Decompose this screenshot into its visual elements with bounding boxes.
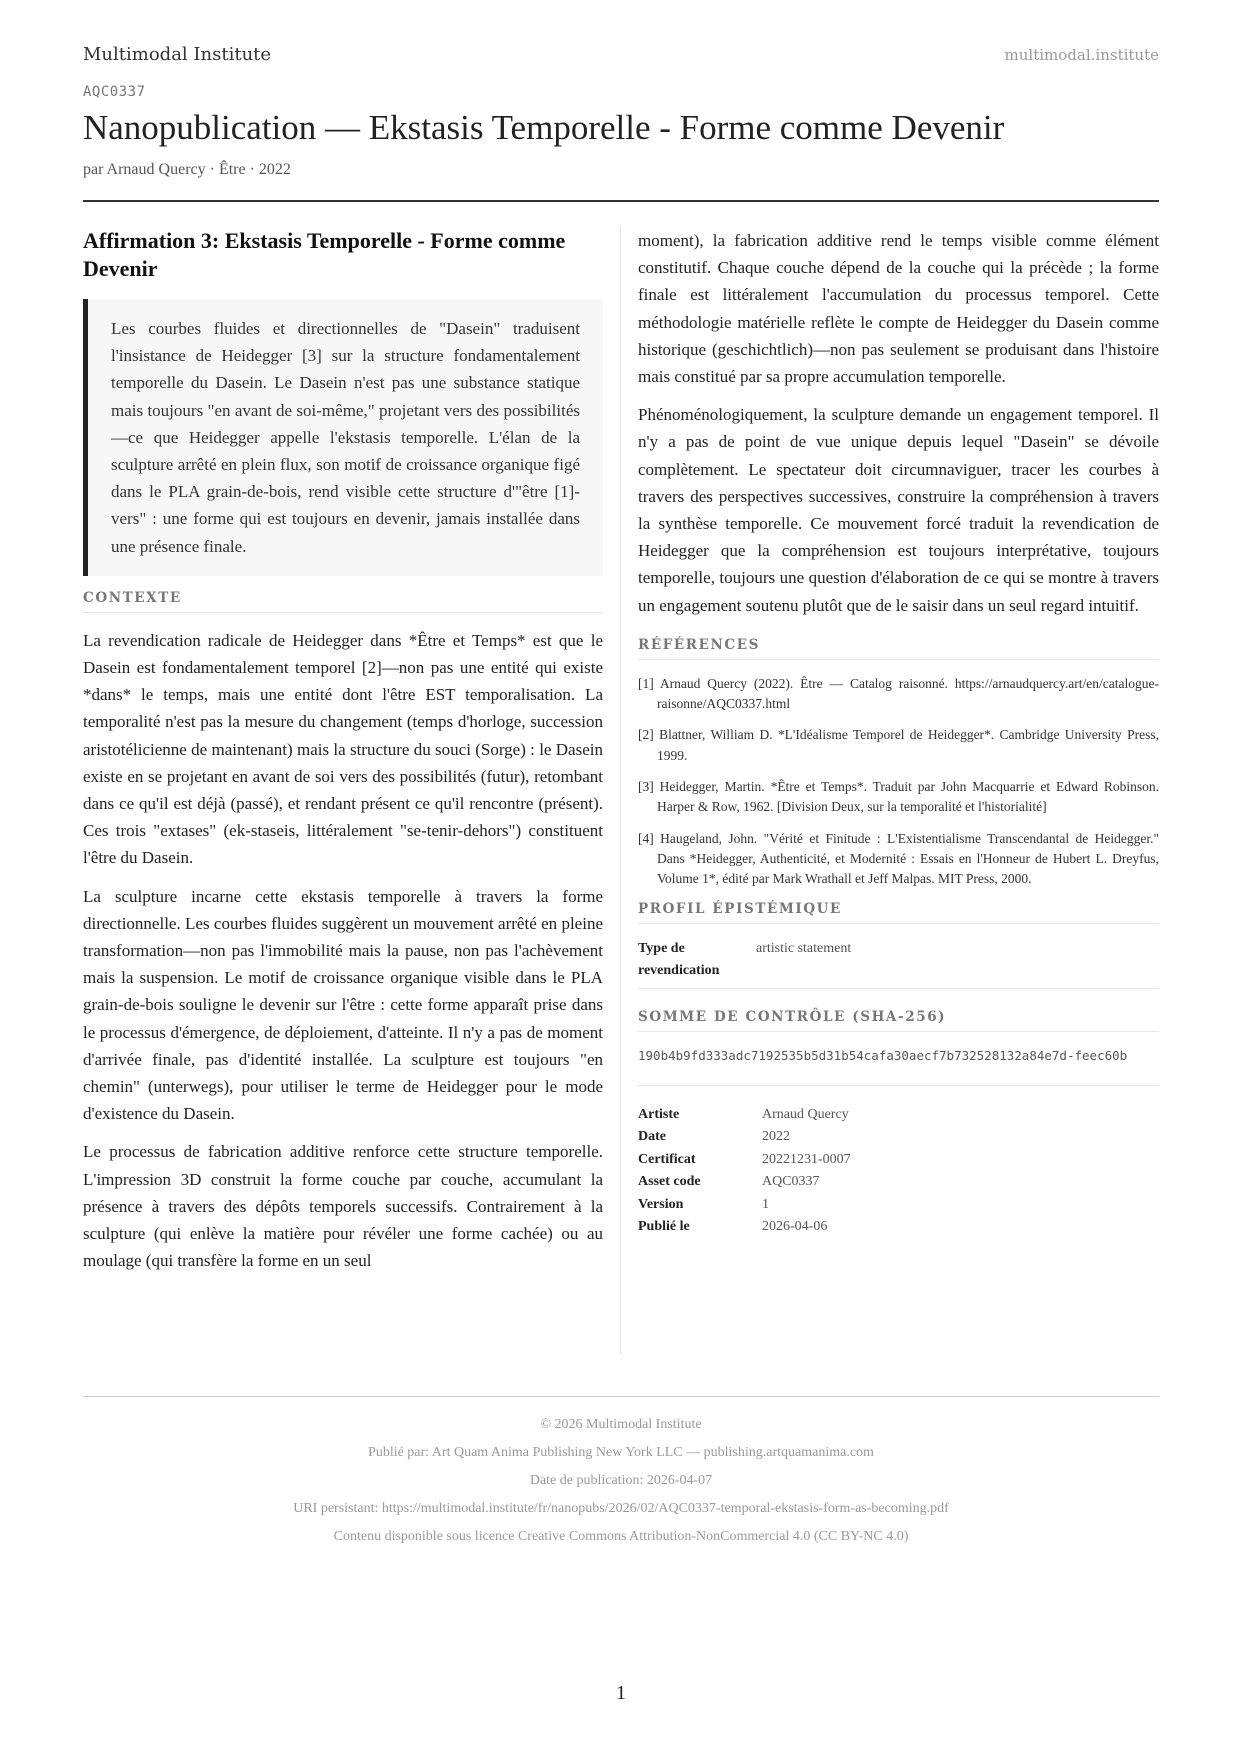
profile-label: PROFIL ÉPISTÉMIQUE [638, 901, 1159, 924]
institute-name: Multimodal Institute [83, 44, 272, 65]
meta-value: 20221231-0007 [762, 1151, 851, 1167]
meta-value: Arnaud Quercy [762, 1106, 849, 1122]
meta-key: Certificat [638, 1151, 696, 1167]
reference-item: [4] Haugeland, John. "Vérité et Finitude : L'Existentialisme Transcendantal de Heidegger." Dans *Heidegger, Authenticité, et Modernité : Essais en l'Honneur de Hubert L. Dreyfus, Volume 1*, édité par Mark Wrathall et Jeff Malpas. MIT Press, 2000. [638, 830, 1159, 887]
context-paragraph: moment), la fabrication additive rend le temps visible comme élément constitutif. Chaque couche dépend de la couche qui la précède ; la forme finale est littéralement l'accumulation du processus temporel. Cette méthodologie matérielle reflète le compte de Heidegger du Dasein comme historique (geschichtlich)—non pas seulement se produisant dans l'histoire mais constitué par sa propre accumulation temporelle. [638, 231, 1159, 387]
meta-key: Asset code [638, 1174, 701, 1190]
meta-key: Publié le [638, 1219, 690, 1235]
meta-key: Artiste [638, 1106, 680, 1122]
footer-publisher: Publié par: Art Quam Anima Publishing New York LLC — publishing.artquamanima.com [368, 1445, 874, 1460]
meta-value: 2026-04-06 [762, 1219, 828, 1235]
metadata-table [638, 1104, 1159, 1239]
profile-value: artistic statement [756, 940, 852, 956]
meta-value: AQC0337 [762, 1174, 820, 1190]
footer-publication-date: Date de publication: 2026-04-07 [529, 1473, 713, 1488]
claim-title: Affirmation 3: Ekstasis Temporelle - Forme comme Devenir [83, 228, 566, 281]
reference-item: [2] Blattner, William D. *L'Idéalisme Temporel de Heidegger*. Cambridge University Press, 1999. [638, 727, 1159, 763]
footer-copyright: © 2026 Multimodal Institute [540, 1417, 702, 1432]
site-url[interactable]: multimodal.institute [1004, 46, 1159, 64]
profile-row [638, 938, 1159, 989]
context-paragraph: La revendication radicale de Heidegger dans *Être et Temps* est que le Dasein est fondamentalement temporel [2]—non pas une entité qui existe *dans* le temps, mais une entité dont l'être EST temporalisation. La temporalité n'est pas la mesure du changement (temps d'horloge, succession aristotélicienne de maintenant) mais la structure du souci (Sorge) : le Dasein existe en se projetant en avant de soi vers des possibilités (futur), retombant dans ce qu'il est déjà (passé), et rendant présent ce qu'il rencontre (présent). Ces trois "extases" (ek-staseis, littéralement "se-tenir-dehors") constituent l'être du Dasein. [83, 630, 603, 868]
footer-license: Contenu disponible sous licence Creative Commons Attribution-NonCommercial 4.0 (CC BY-NC 4.0) [333, 1529, 909, 1544]
checksum-value: 190b4b9fd333adc7192535b5d31b54cafa30aecf7b732528132a84e7d-feec60b [638, 1046, 1159, 1086]
byline: par Arnaud Quercy · Être · 2022 [83, 161, 291, 178]
meta-value: 1 [762, 1196, 769, 1212]
references-list [638, 674, 1159, 890]
page-footer [83, 1411, 1159, 1551]
left-column [83, 227, 603, 1286]
reference-item: [3] Heidegger, Martin. *Être et Temps*. Traduit par John Macquarrie et Edward Robinson. Harper & Row, 1962. [Division Deux, sur la temporalité et l'historialité] [638, 779, 1159, 815]
footer-persistent-uri[interactable]: URI persistant: https://multimodal.institute/fr/nanopubs/2026/02/AQC0337-temporal-ekstasis-form-as-becoming.pdf [293, 1501, 949, 1516]
references-label: RÉFÉRENCES [638, 637, 1159, 660]
context-paragraph: Le processus de fabrication additive renforce cette structure temporelle. L'impression 3D construit la forme couche par couche, accumulant la présence à travers des dépôts temporels successifs. Contrairement à la sculpture (qui enlève la matière pour révéler une forme cachée) ou au moulage (qui transfère la forme en un seul [83, 1142, 603, 1271]
header-divider [83, 200, 1159, 202]
claim-quote: Les courbes fluides et directionnelles de "Dasein" traduisent l'insistance de Heidegger [3] sur la structure fondamentalement temporelle du Dasein. Le Dasein n'est pas une substance statique mais toujours "en avant de soi-même," projetant vers des possibilités—ce que Heidegger appelle l'ekstasis temporelle. L'élan de la sculpture arrêté en plein flux, son motif de croissance organique figé dans le PLA grain-de-bois, rend visible cette structure d'"être [1]-vers" : une forme qui est toujours en devenir, jamais installée dans une présence finale. [83, 299, 603, 576]
meta-key: Version [638, 1196, 684, 1212]
context-paragraph: Phénoménologiquement, la sculpture demande un engagement temporel. Il n'y a pas de point de vue unique depuis lequel "Dasein" se dévoile complètement. Le spectateur doit circumnaviguer, tracer les courbes à travers des perspectives successives, construire la compréhension à travers la synthèse temporelle. Ce mouvement forcé traduit la revendication de Heidegger que la compréhension est toujours interprétative, toujours temporelle, toujours une question d'élaboration de ce qui se montre à travers un engagement soutenu plutôt que de le saisir dans un seul regard intuitif. [638, 405, 1159, 615]
footer-divider [83, 1396, 1159, 1397]
meta-value: 2022 [762, 1129, 790, 1145]
asset-code: AQC0337 [83, 84, 146, 100]
column-divider [620, 226, 621, 1354]
context-label: CONTEXTE [83, 590, 603, 613]
page-title: Nanopublication — Ekstasis Temporelle - Forme comme Devenir [83, 108, 1005, 147]
context-paragraph: La sculpture incarne cette ekstasis temporelle à travers la forme directionnelle. Les courbes fluides suggèrent un mouvement arrêté en pleine transformation—non pas l'immobilité mais la pause, non pas l'achèvement mais la suspension. Le motif de croissance organique visible dans le PLA grain-de-bois souligne le devenir sur l'être : cette forme apparaît prise dans le processus d'émergence, de déploiement, d'atteinte. Il n'y a pas de moment d'arrivée finale, pas d'identité installée. La sculpture est toujours "en chemin" (unterwegs), pour utiliser le terme de Heidegger pour le mode d'existence du Dasein. [83, 886, 603, 1124]
meta-key: Date [638, 1129, 666, 1145]
right-column [638, 227, 1159, 1239]
checksum-label: SOMME DE CONTRÔLE (SHA-256) [638, 1009, 1159, 1032]
running-header [83, 44, 1159, 68]
profile-key: Type de revendication [638, 940, 720, 979]
reference-item: [1] Arnaud Quercy (2022). Être — Catalog raisonné. https://arnaudquercy.art/en/catalogue-raisonne/AQC0337.html [638, 675, 1159, 712]
page-number: 1 [616, 1682, 626, 1704]
